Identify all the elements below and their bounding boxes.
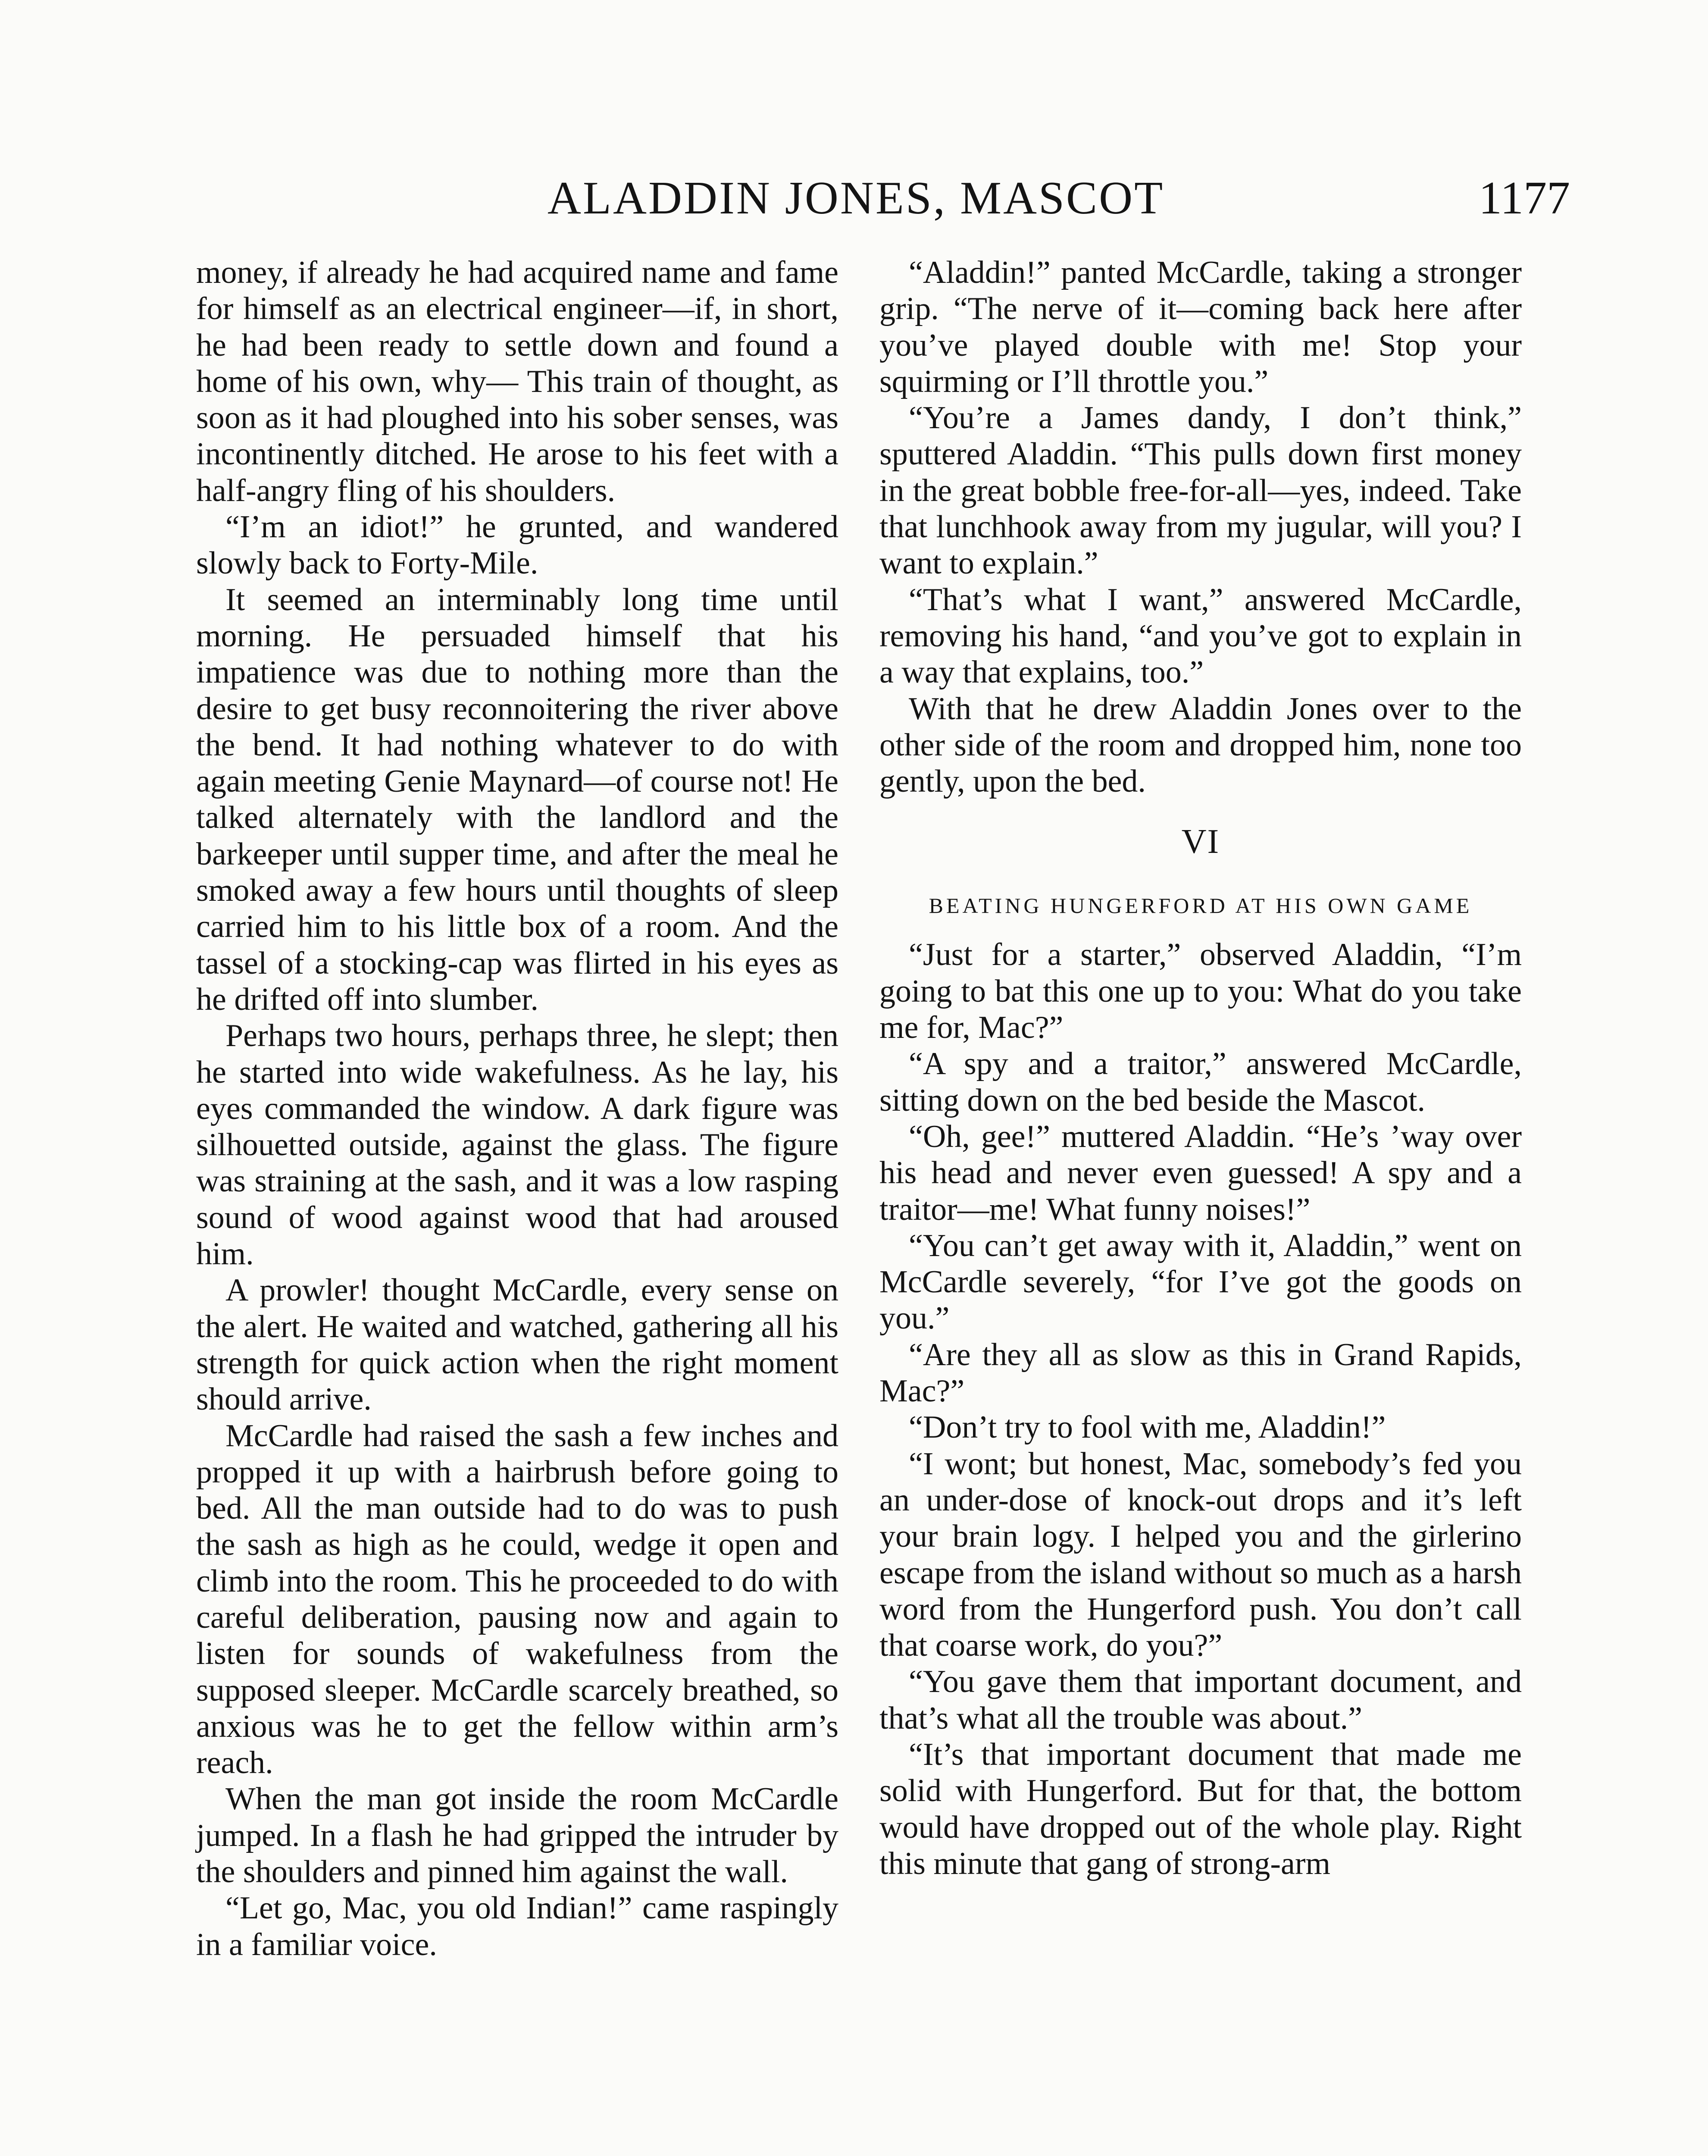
paragraph: “I wont; but honest, Mac, somebody’s fed you an under-dose of knock-out drops and it’s left your brain logy. I helped you and the girlerino escape from the island without so much as a harsh word from the Hungerford push. You don’t call that coarse work, do you?”: [879, 1446, 1522, 1664]
paragraph: “You’re a James dandy, I don’t think,” sputtered Aladdin. “This pulls down first money in the great bobble free-for-all—yes, indeed. Take that lunchhook away from my jugular, will you? I want to explain.”: [879, 400, 1522, 581]
paragraph: When the man got inside the room McCardle jumped. In a flash he had gripped the intruder by the shoulders and pinned him against the wall.: [196, 1781, 838, 1890]
paragraph: “You can’t get away with it, Aladdin,” went on McCardle severely, “for I’ve got the goods on you.”: [879, 1228, 1522, 1336]
paragraph: “Oh, gee!” muttered Aladdin. “He’s ’way over his head and never even guessed! A spy and a traitor—me! What funny noises!”: [879, 1119, 1522, 1227]
section-title: BEATING HUNGERFORD AT HIS OWN GAME: [929, 893, 1473, 918]
section-number: VI: [1181, 823, 1220, 861]
left-column: [196, 254, 838, 1963]
paragraph: money, if already he had acquired name and fame for himself as an electrical engineer—if, in short, he had been ready to settle down and found a home of his own, why— This train of thought, as soon as it had ploughed into his sober senses, was incontinently ditched. He arose to his feet with a half-angry fling of his shoulders.: [196, 255, 838, 508]
paragraph: It seemed an interminably long time until morning. He persuaded himself that his impatience was due to nothing more than the desire to get busy reconnoitering the river above the bend. It had nothing whatever to do with again meeting Genie Maynard—of course not! He talked alternately with the landlord and the barkeeper until supper time, and after the meal he smoked away a few hours until thoughts of sleep carried him to his little box of a room. And the tassel of a stocking-cap was flirted in his eyes as he drifted off into slumber.: [196, 582, 838, 1017]
paragraph: “It’s that important document that made me solid with Hungerford. But for that, the bottom would have dropped out of the whole play. Right this minute that gang of strong-arm: [879, 1736, 1522, 1881]
right-column: [879, 254, 1522, 1882]
paragraph: “Let go, Mac, you old Indian!” came raspingly in a familiar voice.: [196, 1890, 838, 1962]
paragraph: “That’s what I want,” answered McCardle, removing his hand, “and you’ve got to explain in a way that explains, too.”: [879, 582, 1522, 690]
paragraph: “Are they all as slow as this in Grand Rapids, Mac?”: [879, 1337, 1522, 1409]
paragraph: “Don’t try to fool with me, Aladdin!”: [909, 1410, 1386, 1445]
page-number: 1177: [1479, 172, 1570, 224]
paragraph: “Just for a starter,” observed Aladdin, “I’m going to bat this one up to you: What do you take me for, Mac?”: [879, 937, 1522, 1046]
paragraph: Perhaps two hours, perhaps three, he slept; then he started into wide wakefulness. As he lay, his eyes commanded the window. A dark figure was silhouetted outside, against the glass. The figure was straining at the sash, and it was a low rasping sound of wood against wood that had aroused him.: [196, 1018, 838, 1272]
paragraph: A prowler! thought McCardle, every sense on the alert. He waited and watched, gathering all his strength for quick action when the right moment should arrive.: [196, 1272, 838, 1417]
paragraph: With that he drew Aladdin Jones over to the other side of the room and dropped him, none too gently, upon the bed.: [879, 691, 1522, 799]
paragraph: “A spy and a traitor,” answered McCardle, sitting down on the bed beside the Mascot.: [879, 1046, 1522, 1118]
paragraph: “Aladdin!” panted McCardle, taking a stronger grip. “The nerve of it—coming back here after you’ve played double with me! Stop your squirming or I’ll throttle you.”: [879, 255, 1522, 399]
paragraph: “I’m an idiot!” he grunted, and wandered slowly back to Forty-Mile.: [196, 509, 838, 581]
paragraph: McCardle had raised the sash a few inches and propped it up with a hairbrush before going to bed. All the man outside had to do was to push the sash as high as he could, wedge it open and climb into the room. This he proceeded to do with careful deliberation, pausing now and again to listen for sounds of wakefulness from the supposed sleeper. McCardle scarcely breathed, so anxious was he to get the fellow within arm’s reach.: [196, 1418, 838, 1781]
page-header: [0, 170, 1708, 226]
paragraph: “You gave them that important document, and that’s what all the trouble was about.”: [879, 1664, 1522, 1736]
running-title: ALADDIN JONES, MASCOT: [547, 172, 1165, 224]
